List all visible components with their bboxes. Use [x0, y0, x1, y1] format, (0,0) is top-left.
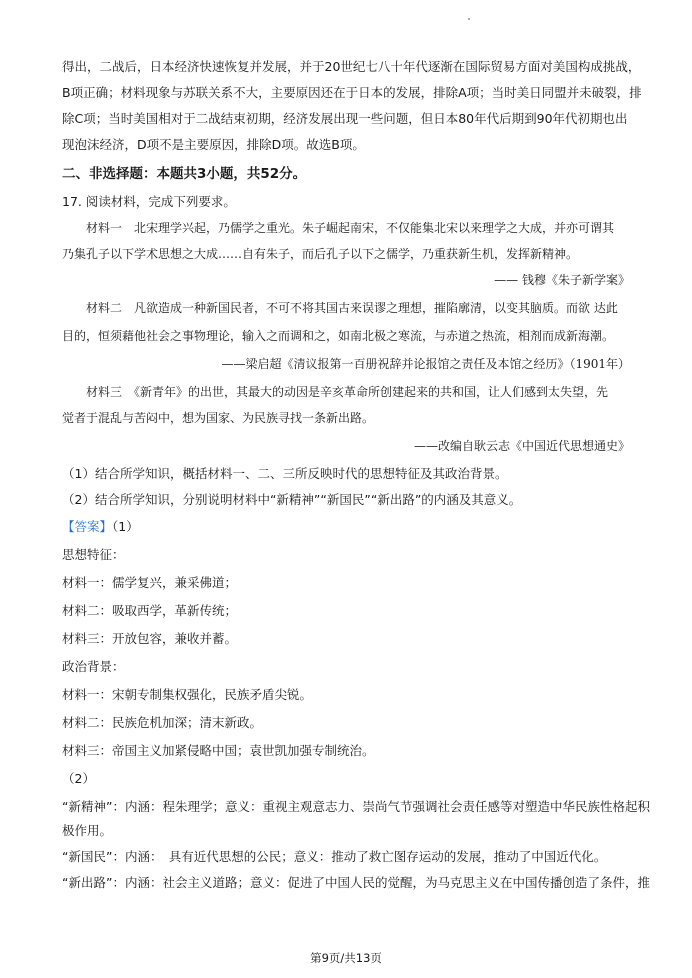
- part-two-line: 极作用。: [62, 823, 113, 838]
- answer-header: [62, 518, 139, 536]
- part-two-line: “新出路”：内涵：社会主义道路；意义：促进了中国人民的觉醒，为马克思主义在中国传播创造了条件，推: [62, 875, 650, 890]
- politics-heading: 政治背景：: [62, 659, 125, 674]
- material-two-line: 目的，恒须藉他社会之事物理论，输入之而调和之，如南北极之寒流，与赤道之热流，相剂而成新海潮。: [62, 329, 615, 343]
- question-title: 17. 阅读材料，完成下列要求。: [62, 194, 236, 209]
- paragraph-line: 得出，二战后，日本经济快速恢复并发展，并于20世纪七八十年代逐渐在国际贸易方面对美国构成挑战，: [62, 59, 641, 74]
- material-three-line: 觉者于混乱与苦闷中，想为国家、为民族寻找一条新出路。: [62, 411, 375, 425]
- politics-item: 材料二：民族危机加深；清末新政。: [62, 715, 263, 730]
- answer-tag: 【答案】: [62, 519, 113, 534]
- paragraph-line: 除C项；当时美国相对于二战结束初期，经济发展出现一些问题，但日本80年代后期到90年代初期也出: [62, 111, 628, 126]
- part-two-line: “新国民”：内涵： 具有近代思想的公民；意义：推动了救亡图存运动的发展，推动了中国近代化。: [62, 849, 607, 864]
- material-three-source: ——改编自耿云志《中国近代思想通史》: [413, 439, 630, 453]
- section-heading: 二、非选择题：本题共3小题，共52分。: [62, 166, 307, 182]
- sub-question-two: （2）结合所学知识，分别说明材料中“新精神”“新国民”“新出路”的内涵及其意义。: [62, 492, 522, 507]
- scan-speck: [468, 18, 470, 20]
- answer-part-two-number: （2）: [62, 771, 95, 786]
- thought-item: 材料二：吸取西学，革新传统；: [62, 603, 238, 618]
- thought-item: 材料一：儒学复兴，兼采佛道；: [62, 575, 238, 590]
- sub-question-one: （1）结合所学知识，概括材料一、二、三所反映时代的思想特征及其政治背景。: [62, 466, 508, 481]
- thought-heading: 思想特征：: [62, 547, 125, 562]
- politics-item: 材料一：宋朝专制集权强化，民族矛盾尖锐。: [62, 687, 313, 702]
- answer-part-one-number: （1）: [112, 519, 139, 534]
- page-footer: 第9页/共13页: [310, 951, 382, 965]
- material-one-line: 材料一 北宋理学兴起，乃儒学之重光。朱子崛起南宋，不仅能集北宋以来理学之大成，并亦可谓其: [86, 221, 615, 235]
- politics-item: 材料三：帝国主义加紧侵略中国；袁世凯加强专制统治。: [62, 743, 375, 758]
- paragraph-line: 现泡沫经济，D项不是主要原因，排除D项。故选B项。: [62, 137, 365, 152]
- material-two-source: ——梁启超《清议报第一百册祝辞并论报馆之责任及本馆之经历》（1901年）: [221, 357, 630, 371]
- material-three-line: 材料三 《新青年》的出世，其最大的动因是辛亥革命所创建起来的共和国，让人们感到太失望，先: [86, 385, 609, 399]
- paragraph-line: B项正确；材料现象与苏联关系不大，主要原因还在于日本的发展，排除A项；当时美日同盟并未破裂，排: [62, 85, 642, 100]
- material-one-line: 乃集孔子以下学术思想之大成……自有朱子，而后孔子以下之儒学，乃重获新生机，发挥新精神。: [62, 247, 579, 261]
- material-two-line: 材料二 凡欲造成一种新国民者，不可不将其国古来误谬之理想，摧陷廓清，以变其脑质。而欲 达此: [86, 301, 618, 315]
- part-two-line: “新精神”：内涵：程朱理学；意义：重视主观意志力、崇尚气节强调社会责任感等对塑造中华民族性格起积: [62, 799, 650, 814]
- material-one-source: —— 钱穆《朱子新学案》: [494, 273, 630, 287]
- thought-item: 材料三：开放包容，兼收并蓄。: [62, 631, 238, 646]
